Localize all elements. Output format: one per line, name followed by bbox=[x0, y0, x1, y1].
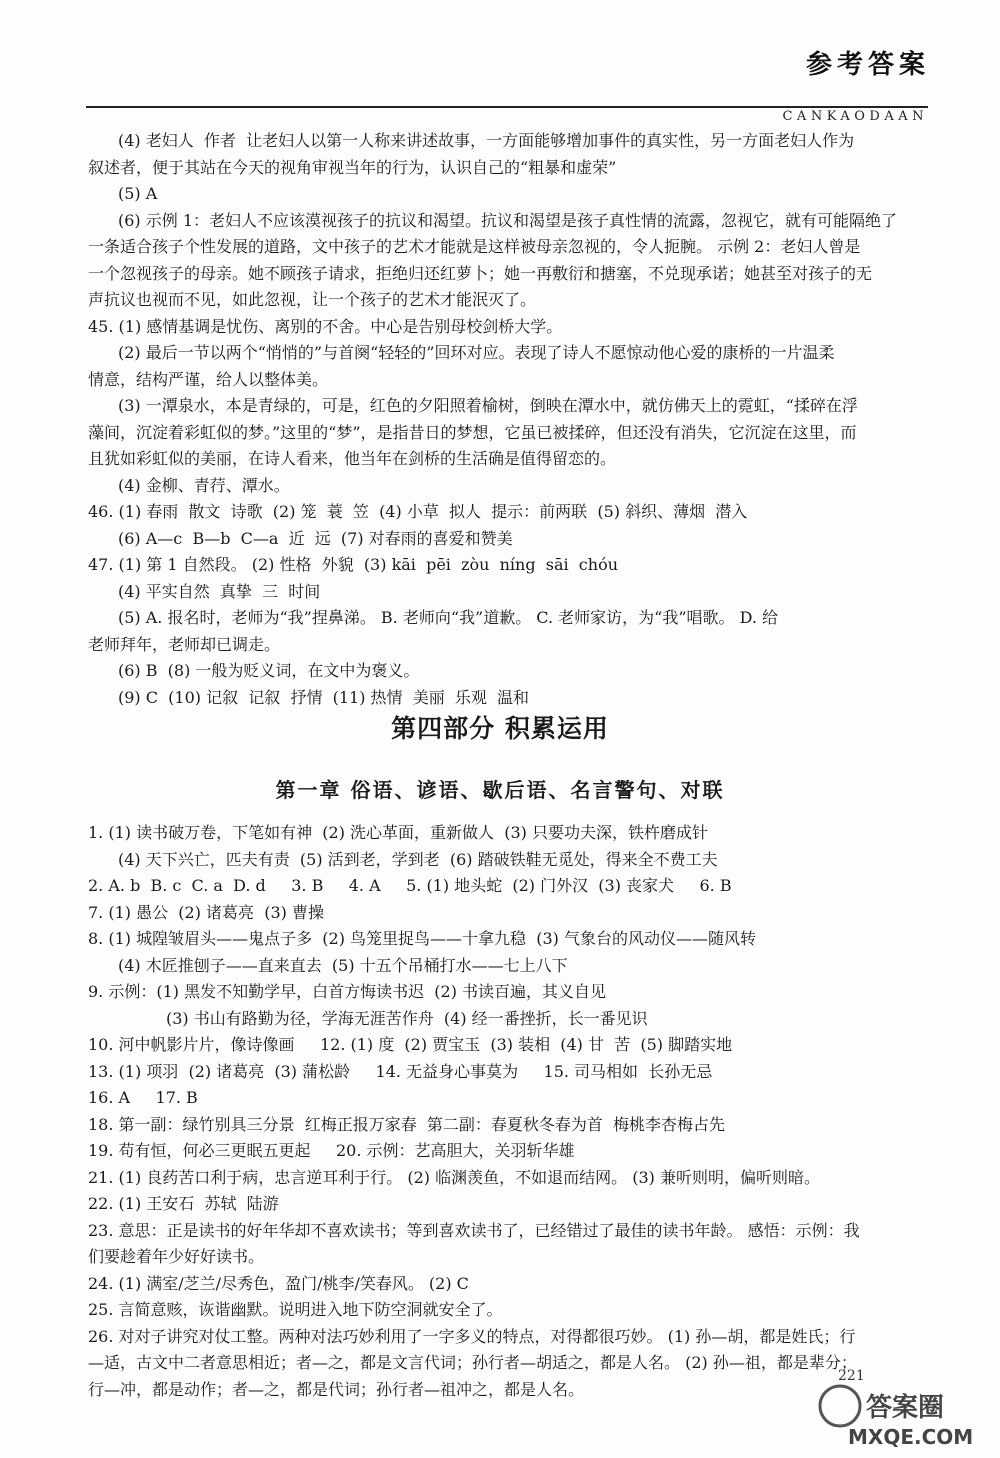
text-line: 23. 意思：正是读书的好年华却不喜欢读书；等到喜欢读书了，已经错过了最佳的读书年龄。 感悟：示例：我 bbox=[88, 1220, 860, 1240]
text-line: 26. 对对子讲究对仗工整。两种对法巧妙利用了一字多义的特点，对得都很巧妙。 (1) 孙—胡，都是姓氏；行 bbox=[88, 1326, 856, 1346]
text-line: 藻间，沉淀着彩虹似的梦。”这里的“梦”，是指昔日的梦想，它虽已被揉碎，但还没有消失，它沉淀在这里，而 bbox=[88, 422, 857, 442]
text-line: 25. 言简意赅，诙谐幽默。说明进入地下防空洞就安全了。 bbox=[88, 1300, 503, 1319]
text-line: 9. 示例：(1) 黑发不知勤学早，白首方悔读书迟 (2) 书读百遍，其义自见 bbox=[88, 982, 607, 1001]
text-line: 24. (1) 满室/芝兰/尽秀色，盈门/桃李/笑春风。 (2) C bbox=[88, 1273, 469, 1293]
text-line: 们要趁着年少好好读书。 bbox=[88, 1247, 265, 1266]
text-line: 8. (1) 城隍皱眉头——鬼点子多 (2) 鸟笼里捉鸟——十拿九稳 (3) 气象台的风动仪——随风转 bbox=[88, 929, 756, 948]
text-line: (4) 天下兴亡，匹夫有责 (5) 活到老，学到老 (6) 踏破铁鞋无觅处，得来全不费工夫 bbox=[118, 849, 718, 869]
text-line: (6) A—c B—b C—a 近 远 (7) 对春雨的喜爱和赞美 bbox=[118, 528, 513, 548]
text-line: (3) 一潭泉水，本是青绿的，可是，红色的夕阳照着榆树，倒映在潭水中，就仿佛天上的霓虹，“揉碎在浮 bbox=[118, 396, 858, 415]
text-line: (5) A bbox=[118, 184, 158, 203]
watermark-logo bbox=[810, 1378, 990, 1453]
text-line: 情意，结构严谨，给人以整体美。 bbox=[88, 369, 329, 389]
header-rule bbox=[86, 106, 928, 108]
text-line: (5) A. 报名时，老师为“我”捏鼻涕。 B. 老师向“我”道歉。 C. 老师家访，为“我”唱歌。 D. 给 bbox=[118, 608, 779, 627]
text-line: 叙述者，便于其站在今天的视角审视当年的行为，认识自己的“粗暴和虚荣” bbox=[88, 157, 617, 177]
text-line: 45. (1) 感情基调是忧伤、离别的不舍。中心是告别母校剑桥大学。 bbox=[88, 316, 563, 336]
text-line: 16. A 17. B bbox=[88, 1088, 198, 1107]
text-line: 19. 苟有恒，何必三更眠五更起 20. 示例：艺高胆大，关羽斩华雄 bbox=[88, 1141, 575, 1160]
text-line: (9) C (10) 记叙 记叙 抒情 (11) 热情 美丽 乐观 温和 bbox=[118, 687, 530, 707]
watermark-main: 答案圈 bbox=[866, 1393, 945, 1423]
text-line: 10. 河中帆影片片，像诗像画 12. (1) 度 (2) 贾宝玉 (3) 装相 (4) 甘 苦 (5) 脚踏实地 bbox=[88, 1035, 733, 1054]
text-line: 行—冲，都是动作；者—之，都是代词；孙行者—祖冲之，都是人名。 bbox=[88, 1379, 585, 1399]
text-line: 7. (1) 愚公 (2) 诸葛亮 (3) 曹操 bbox=[88, 902, 324, 922]
text-line: 18. 第一副：绿竹别具三分景 红梅正报万家春 第二副：春夏秋冬春为首 梅桃李杏梅占先 bbox=[88, 1114, 726, 1134]
text-line: 2. A. b B. c C. a D. d 3. B 4. A 5. (1) 地头蛇 (2) 门外汉 (3) 丧家犬 6. B bbox=[88, 876, 732, 895]
text-line: (4) 金柳、青荇、潭水。 bbox=[118, 475, 290, 495]
text-line: 22. (1) 王安石 苏轼 陆游 bbox=[88, 1194, 279, 1213]
text-line: 且犹如彩虹似的美丽，在诗人看来，他当年在剑桥的生活确是值得留恋的。 bbox=[88, 449, 617, 468]
text-line: 声抗议也视而不见，如此忽视，让一个孩子的艺术才能泯灭了。 bbox=[88, 290, 537, 309]
text-line: (6) B (8) 一般为贬义词，在文中为褒义。 bbox=[118, 661, 420, 680]
text-line: 1. (1) 读书破万卷，下笔如有神 (2) 洗心革面，重新做人 (3) 只要功夫深，铁杵磨成针 bbox=[88, 823, 708, 842]
text-line: (4) 木匠推刨子——直来直去 (5) 十五个吊桶打水——七上八下 bbox=[118, 955, 568, 975]
text-line: (4) 平实自然 真挚 三 时间 bbox=[118, 581, 321, 601]
text-line: (2) 最后一节以两个“悄悄的”与首阕“轻轻的”回环对应。表现了诗人不愿惊动他心爱的康桥的一片温柔 bbox=[118, 343, 835, 362]
text-line: (6) 示例 1：老妇人不应该漠视孩子的抗议和渴望。抗议和渴望是孩子真性情的流露，忽视它，就有可能隔绝了 bbox=[118, 210, 898, 230]
text-line: (3) 书山有路勤为径，学海无涯苦作舟 (4) 经一番挫折，长一番见识 bbox=[166, 1008, 648, 1028]
section-title: 第四部分 积累运用 bbox=[391, 714, 609, 743]
text-line: 老师拜年，老师却已调走。 bbox=[88, 634, 281, 654]
text-line: 47. (1) 第 1 自然段。 (2) 性格 外貌 (3) kāi pēi zòu níng sāi chóu bbox=[88, 555, 619, 574]
text-line: 13. (1) 项羽 (2) 诸葛亮 (3) 蒲松龄 14. 无益身心事莫为 15. 司马相如 长孙无忌 bbox=[88, 1061, 713, 1081]
page-number: 221 bbox=[838, 1368, 865, 1384]
chapter-title: 第一章 俗语、谚语、歇后语、名言警句、对联 bbox=[275, 778, 725, 802]
watermark-ring-icon bbox=[820, 1386, 860, 1426]
text-line: 一条适合孩子个性发展的道路，文中孩子的艺术才能就是这样被母亲忽视的，令人扼腕。 示例 2：老妇人曾是 bbox=[88, 237, 861, 256]
answers-bottom-block bbox=[88, 820, 910, 1403]
text-line: 21. (1) 良药苦口利于病，忠言逆耳利于行。 (2) 临渊羡鱼，不如退而结网。 (3) 兼听则明，偏听则暗。 bbox=[88, 1167, 820, 1187]
text-line: 一个忽视孩子的母亲。她不顾孩子请求，拒绝归还红萝卜；她一再敷衍和搪塞，不兑现承诺；她甚至对孩子的无 bbox=[88, 263, 873, 283]
text-line: 46. (1) 春雨 散文 诗歌 (2) 笼 蓑 笠 (4) 小草 拟人 提示：前两联 (5) 斜织、薄烟 潜入 bbox=[88, 502, 748, 521]
text-line: (4) 老妇人 作者 让老妇人以第一人称来讲述故事，一方面能够增加事件的真实性，另一方面老妇人作为 bbox=[118, 131, 855, 150]
header-title: 参考答案 bbox=[805, 50, 930, 80]
watermark-url: MXQE.COM bbox=[848, 1425, 974, 1449]
text-line: —适，古文中二者意思相近；者—之，都是文言代词；孙行者—胡适之，都是人名。 (2) 孙—祖，都是辈分； bbox=[88, 1353, 857, 1372]
header-subtitle: CANKAODAAN bbox=[782, 109, 928, 124]
answers-top-block bbox=[88, 128, 910, 711]
